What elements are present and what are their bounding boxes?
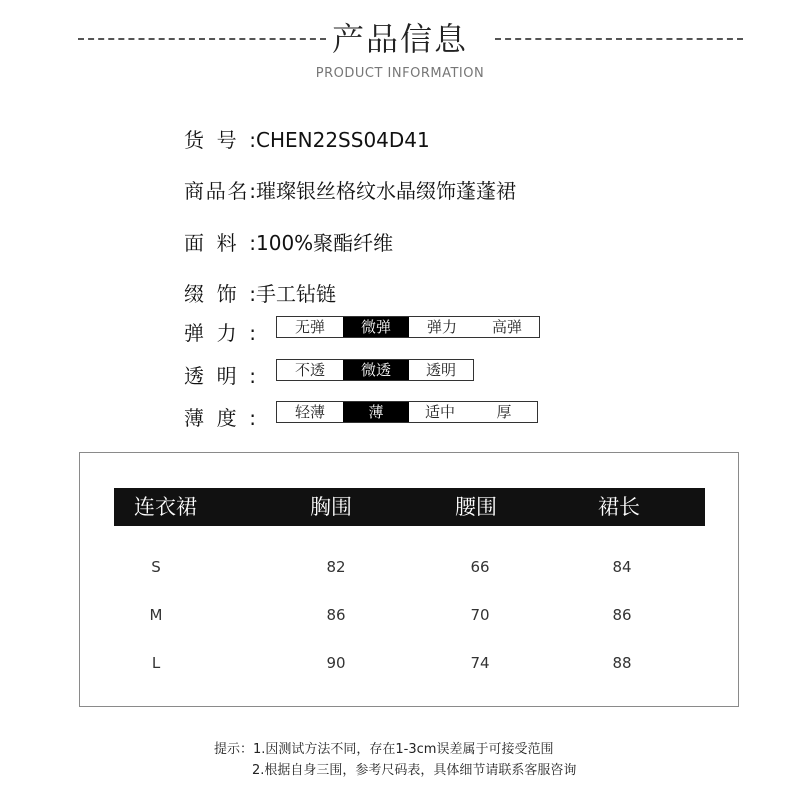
length-cell: 86 [612, 606, 632, 624]
header-waist: 腰围 [455, 495, 497, 519]
size-cell: S [151, 558, 161, 576]
elasticity-option-4: 高弹 [491, 318, 522, 336]
decor-row [184, 278, 336, 307]
size-cell: L [151, 654, 161, 672]
waist-cell: 70 [470, 606, 490, 624]
header-bust: 胸围 [310, 495, 352, 519]
transparency-option-1: 不透 [294, 361, 325, 379]
thickness-options [276, 401, 538, 423]
bust-cell: 86 [326, 606, 346, 624]
size-cell: M [149, 606, 163, 624]
waist-cell: 74 [470, 654, 490, 672]
product-name-row [184, 175, 516, 204]
page-title: 产品信息 [331, 20, 468, 58]
fabric-value: 100%聚酯纤维 [256, 231, 394, 255]
note-line-1: 提示：1.因测试方法不同，存在1-3cm误差属于可接受范围 [214, 742, 554, 757]
elasticity-label: 弹力: [184, 321, 256, 345]
thickness-option-2: 薄 [343, 402, 409, 422]
elasticity-option-3: 弹力 [426, 318, 457, 336]
decor-label: 缀饰: [184, 282, 256, 306]
elasticity-options [276, 316, 540, 338]
transparency-row [184, 360, 256, 389]
bust-cell: 82 [326, 558, 346, 576]
item-number-value: CHEN22SS04D41 [256, 128, 430, 152]
thickness-row [184, 402, 256, 431]
product-name-value: 璀璨银丝格纹水晶缀饰蓬蓬裙 [256, 179, 516, 203]
header [0, 0, 800, 90]
transparency-option-3: 透明 [425, 361, 456, 379]
elasticity-option-2: 微弹 [343, 317, 409, 337]
product-name-label: 商品名: [184, 179, 256, 203]
header-dress: 连衣裙 [134, 495, 197, 519]
thickness-option-1: 轻薄 [294, 403, 325, 421]
decor-value: 手工钻链 [256, 282, 336, 306]
page-subtitle: PRODUCT INFORMATION [315, 66, 485, 81]
fabric-row [184, 227, 393, 256]
item-number-row [184, 124, 430, 153]
dashed-divider-right [495, 38, 743, 40]
fabric-label: 面料: [184, 231, 256, 255]
thickness-option-4: 厚 [496, 403, 512, 421]
elasticity-row [184, 317, 256, 346]
elasticity-option-1: 无弹 [294, 318, 325, 336]
header-length: 裙长 [598, 495, 640, 519]
length-cell: 88 [612, 654, 632, 672]
thickness-label: 薄度: [184, 406, 256, 430]
note-line-2: 2.根据自身三围，参考尺码表，具体细节请联系客服咨询 [252, 763, 577, 778]
item-number-label: 货号: [184, 128, 256, 152]
size-table-header [114, 488, 705, 526]
length-cell: 84 [612, 558, 632, 576]
transparency-label: 透明: [184, 364, 256, 388]
thickness-option-3: 适中 [424, 403, 455, 421]
bust-cell: 90 [326, 654, 346, 672]
waist-cell: 66 [470, 558, 490, 576]
transparency-option-2: 微透 [343, 360, 409, 380]
transparency-options [276, 359, 474, 381]
